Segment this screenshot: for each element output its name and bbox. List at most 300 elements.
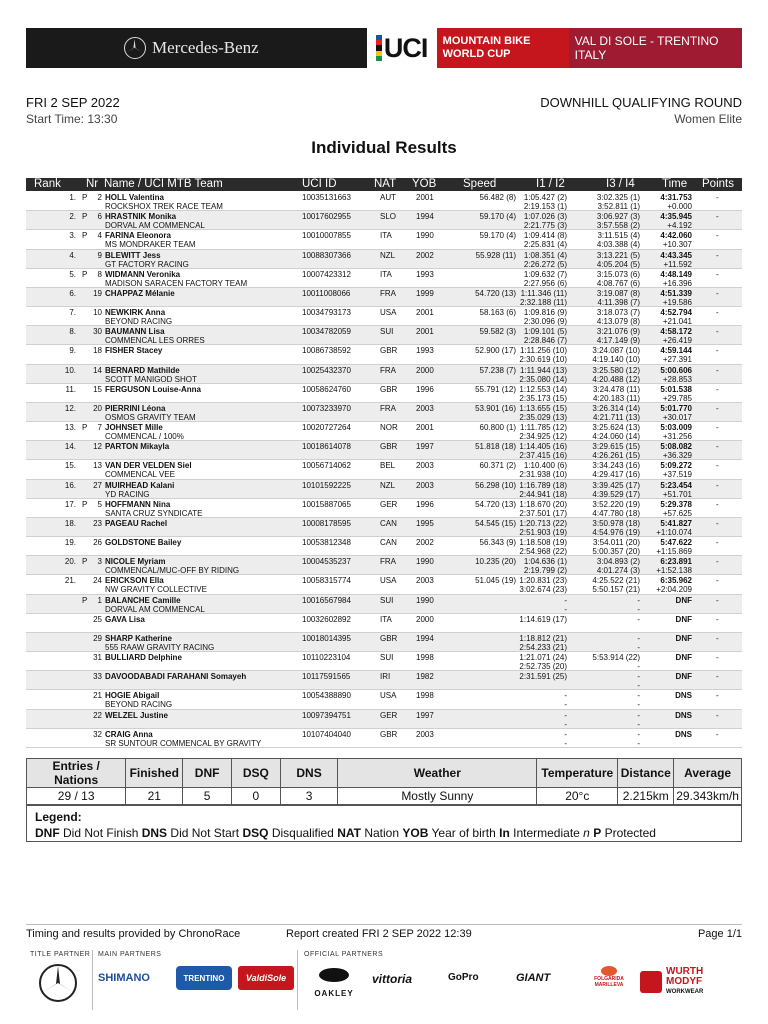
intermediate-2: 2:25.831 (4) <box>523 240 567 250</box>
intermediate-2: 3:02.674 (23) <box>519 585 567 595</box>
intermediate-2: - <box>564 604 567 614</box>
team-name: SANTA CRUZ SYNDICATE <box>105 508 203 518</box>
wurth-line-2: MODYF <box>666 976 703 987</box>
category-name: Women Elite <box>674 112 742 126</box>
rank-cell: 1. <box>69 193 76 202</box>
intermediate-3: - <box>637 710 640 720</box>
legend-text: Protected <box>604 826 656 840</box>
intermediate-1: 1:11.346 (11) <box>520 288 567 298</box>
protected-flag: P <box>82 499 88 509</box>
nation: SUI <box>380 595 394 605</box>
intermediate-2: 2:19.153 (1) <box>523 202 567 211</box>
bib-number: 5 <box>97 499 102 509</box>
legend-box <box>26 805 742 842</box>
points: - <box>716 576 719 586</box>
team-name: BEYOND RACING <box>105 317 173 327</box>
results-table <box>26 192 742 748</box>
intermediate-3: 3:18.073 (7) <box>596 308 640 318</box>
time-gap: +21.041 <box>662 317 692 327</box>
bib-number: 13 <box>93 461 102 471</box>
result-row <box>26 595 742 614</box>
year-of-birth: 2002 <box>416 250 434 260</box>
points: - <box>716 423 719 433</box>
col-yob: YOB <box>412 178 437 190</box>
result-row <box>26 480 742 499</box>
rider-name: CHAPPAZ Mélanie <box>105 288 175 298</box>
rider-name: BERNARD Mathilde <box>105 365 180 375</box>
rank-cell: 6. <box>69 288 76 298</box>
title-partner-label: TITLE PARTNER <box>30 951 91 958</box>
legend-text: Did Not Finish <box>63 826 139 840</box>
wurth-line-1: WURTH <box>666 966 704 977</box>
summary-value: 29.343km/h <box>674 788 742 805</box>
intermediate-3: 3:25.624 (13) <box>592 423 640 433</box>
finish-time: 4:59.144 <box>660 346 692 356</box>
time-gap: +1:52.138 <box>656 566 692 576</box>
intermediate-4: 5:50.157 (21) <box>592 585 640 595</box>
year-of-birth: 2003 <box>416 576 434 586</box>
rider-name: HRASTNIK Monika <box>105 212 177 222</box>
venue-line-1: VAL DI SOLE - TRENTINO <box>574 34 719 48</box>
finish-time: 6:35.962 <box>660 576 692 586</box>
time-gap: +27.391 <box>662 355 692 365</box>
gopro-logo: GoPro <box>448 972 479 983</box>
year-of-birth: 2001 <box>416 193 434 202</box>
nation: GER <box>380 499 398 509</box>
wurth-icon <box>640 971 662 993</box>
intermediate-3: 3:26.314 (14) <box>592 403 640 413</box>
rider-name: NICOLE Myriam <box>105 557 166 567</box>
intermediate-4: 5:00.357 (20) <box>592 547 640 557</box>
intermediate-3: 3:39.425 (17) <box>592 480 640 490</box>
points: - <box>716 384 719 394</box>
team-name: SR SUNTOUR COMMENCAL BY GRAVITY <box>105 738 262 748</box>
intermediate-4: 4:39.529 (17) <box>592 489 640 499</box>
rank-cell: 19. <box>64 538 76 548</box>
intermediate-3: - <box>637 595 640 605</box>
bib-number: 6 <box>97 212 102 222</box>
rank-cell: 11. <box>65 384 76 394</box>
sponsor-area <box>26 37 259 59</box>
bib-number: 26 <box>93 538 102 548</box>
col-time: Time <box>662 178 688 190</box>
finish-time: 4:35.945 <box>660 212 692 222</box>
intermediate-4: 4:17.149 (9) <box>596 336 640 346</box>
start-time: Start Time: 13:30 <box>26 112 118 126</box>
result-row <box>26 288 742 307</box>
intermediate-2: 2:34.925 (12) <box>519 432 567 442</box>
intermediate-4: 3:52.811 (1) <box>597 202 640 211</box>
bib-number: 32 <box>93 729 102 739</box>
nation: ITA <box>380 231 392 241</box>
oakley-logo <box>306 966 362 1004</box>
result-row <box>26 614 742 633</box>
time-gap: +28.853 <box>662 374 692 384</box>
intermediate-1: - <box>564 595 567 605</box>
time-gap: +10.307 <box>662 240 692 250</box>
year-of-birth: 1995 <box>416 518 434 528</box>
nation: NZL <box>380 480 396 490</box>
intermediate-1: 1:09.632 (7) <box>523 269 567 279</box>
team-name: DORVAL AM COMMENCAL <box>105 604 205 614</box>
result-row <box>26 269 742 288</box>
uci-id: 10035131663 <box>302 193 351 202</box>
finish-time: 5:08.082 <box>660 442 692 452</box>
result-row <box>26 250 742 269</box>
col-speed: Speed <box>463 178 497 190</box>
uci-id: 10058624760 <box>302 384 351 394</box>
uci-id: 10004535237 <box>302 557 351 567</box>
points: - <box>716 691 719 701</box>
rider-name: CRAIG Anna <box>105 729 153 739</box>
mercedes-logo-icon <box>38 963 78 1003</box>
intermediate-3: 3:21.076 (9) <box>596 327 640 337</box>
intermediate-1: - <box>564 710 567 720</box>
points: - <box>716 461 719 471</box>
bib-number: 23 <box>93 518 102 528</box>
bib-number: 8 <box>97 269 102 279</box>
intermediate-2: 2:30.096 (9) <box>523 317 567 327</box>
event-banner <box>26 28 742 68</box>
speed: 56.298 (10) <box>475 480 516 490</box>
intermediate-2: 2:54.233 (21) <box>519 642 567 652</box>
year-of-birth: 2003 <box>416 729 434 739</box>
summary-header: Weather <box>338 759 537 788</box>
intermediate-3: 3:50.978 (18) <box>592 518 640 528</box>
intermediate-4: - <box>637 681 640 691</box>
bib-number: 14 <box>93 365 102 375</box>
vittoria-logo: vittoria <box>372 972 413 986</box>
bib-number: 1 <box>97 595 102 605</box>
intermediate-3: - <box>637 614 640 624</box>
finish-time: 4:58.172 <box>660 327 692 337</box>
intermediate-4: 4:08.767 (6) <box>596 278 640 288</box>
legend-abbr: DNF <box>35 826 60 840</box>
team-name: BEYOND RACING <box>105 700 173 710</box>
bib-number: 4 <box>97 231 102 241</box>
col-uci-id: UCI ID <box>302 178 337 190</box>
finish-time: 4:42.060 <box>660 231 692 241</box>
speed: 51.045 (19) <box>475 576 516 586</box>
intermediate-2: 2:44.941 (18) <box>519 489 567 499</box>
nation: GBR <box>380 346 398 356</box>
intermediate-2: 2:19.799 (2) <box>523 566 567 576</box>
summary-value: Mostly Sunny <box>338 788 537 805</box>
intermediate-3: 3:02.325 (1) <box>596 193 640 202</box>
oakley-wordmark: OAKLEY <box>314 989 354 998</box>
summary-value: 3 <box>280 788 338 805</box>
rank-cell: 12. <box>64 403 76 413</box>
intermediate-3: 3:52.220 (19) <box>592 499 640 509</box>
result-row <box>26 345 742 364</box>
year-of-birth: 1998 <box>416 653 434 663</box>
intermediate-2: 2:31.938 (10) <box>519 470 567 480</box>
protected-flag: P <box>82 423 88 433</box>
year-of-birth: 2001 <box>416 327 434 337</box>
col-name: Name / UCI MTB Team <box>104 178 223 190</box>
rider-name: HOFFMANN Nina <box>105 499 171 509</box>
intermediate-3: 3:54.011 (20) <box>593 538 640 548</box>
nation: ITA <box>380 614 392 624</box>
rider-name: JOHNSET Mille <box>105 423 163 433</box>
year-of-birth: 2001 <box>416 423 434 433</box>
points: - <box>716 672 719 682</box>
nation: SUI <box>380 327 394 337</box>
bib-number: 12 <box>93 442 102 452</box>
points: - <box>716 365 719 375</box>
trentino-logo <box>176 966 232 990</box>
speed: 55.928 (11) <box>475 250 516 260</box>
result-row <box>26 192 742 211</box>
points: - <box>716 595 719 605</box>
result-row <box>26 671 742 690</box>
nation: SUI <box>380 653 394 663</box>
bib-number: 15 <box>93 384 102 394</box>
year-of-birth: 1997 <box>416 442 434 452</box>
intermediate-3: - <box>637 672 640 682</box>
bib-number: 7 <box>97 423 102 433</box>
summary-value: 2.215km <box>618 788 674 805</box>
team-name: COMMENCAL LES ORRES <box>105 336 205 346</box>
venue-line-2: ITALY <box>574 48 607 62</box>
summary-value: 0 <box>231 788 280 805</box>
intermediate-1: 1:12.553 (14) <box>519 384 567 394</box>
points: - <box>716 538 719 548</box>
bib-number: 31 <box>93 653 102 663</box>
col-rank: Rank <box>34 178 61 190</box>
intermediate-4: 4:20.488 (12) <box>592 374 640 384</box>
uci-id: 10008178595 <box>302 518 351 528</box>
col-i12: I1 / I2 <box>536 178 565 190</box>
timing-credit: Timing and results provided by ChronoRace <box>26 928 241 940</box>
legend-abbr: In <box>499 826 510 840</box>
time-gap: +16.396 <box>662 278 692 288</box>
nation: USA <box>380 691 397 701</box>
uci-id: 10053812348 <box>302 538 351 548</box>
intermediate-4: - <box>637 738 640 748</box>
nation: NZL <box>380 250 396 260</box>
rider-name: GAVA Lisa <box>105 614 145 624</box>
team-name: YD RACING <box>105 489 150 499</box>
rider-name: BAUMANN Lisa <box>105 327 165 337</box>
result-row <box>26 537 742 556</box>
col-points: Points <box>702 178 734 190</box>
intermediate-3: 3:04.893 (2) <box>596 557 640 567</box>
points: - <box>716 614 719 624</box>
points: - <box>716 193 719 202</box>
intermediate-2: - <box>564 700 567 710</box>
rider-name: DAVOODABADI FARAHANI Somayeh <box>105 672 247 682</box>
wurth-modyf-logo <box>640 964 742 1000</box>
main-partners-label: MAIN PARTNERS <box>98 951 162 958</box>
finish-time: 5:01.770 <box>660 403 692 413</box>
nation: GER <box>380 710 398 720</box>
rider-name: HOGIE Abigail <box>105 691 160 701</box>
intermediate-1: 1:11.944 (13) <box>520 365 567 375</box>
points: - <box>716 231 719 241</box>
rider-name: FARINA Eleonora <box>105 231 171 241</box>
uci-id: 10016567984 <box>302 595 351 605</box>
intermediate-4: 4:47.780 (18) <box>592 508 640 518</box>
uci-id: 10007423312 <box>302 269 351 279</box>
intermediate-2: 2:35.029 (13) <box>519 412 567 422</box>
uci-id: 10054388890 <box>302 691 351 701</box>
rider-name: FISHER Stacey <box>105 346 163 356</box>
uci-id: 10058315774 <box>302 576 351 586</box>
intermediate-1: 1:20.831 (23) <box>519 576 567 586</box>
intermediate-4: - <box>637 642 640 652</box>
intermediate-4: 4:19.140 (10) <box>592 355 640 365</box>
intermediate-4: - <box>637 700 640 710</box>
speed: 59.170 (4) <box>479 231 516 241</box>
time-gap: +11.592 <box>663 259 692 269</box>
intermediate-2: 2:37.501 (17) <box>519 508 567 518</box>
summary-header: DSQ <box>231 759 280 788</box>
shimano-logo: SHIMANO <box>98 972 150 984</box>
bib-number: 18 <box>93 346 102 356</box>
intermediate-4: 4:20.183 (11) <box>593 393 640 403</box>
speed: 59.170 (4) <box>479 212 516 222</box>
intermediate-2: 2:35.173 (15) <box>519 393 567 403</box>
uci-id: 10017602955 <box>302 212 351 222</box>
result-row <box>26 575 742 594</box>
year-of-birth: 2000 <box>416 614 434 624</box>
legend-abbr: YOB <box>402 826 429 840</box>
uci-id: 10018014395 <box>302 633 351 643</box>
protected-flag: P <box>82 193 88 202</box>
speed: 56.343 (9) <box>479 538 516 548</box>
intermediate-3: 5:53.914 (22) <box>592 653 640 663</box>
team-name: COMMENCAL / 100% <box>105 432 184 442</box>
intermediate-3: 3:11.515 (4) <box>597 231 640 241</box>
uci-id: 10088307366 <box>302 250 351 260</box>
intermediate-1: 1:10.400 (6) <box>523 461 567 471</box>
nation: SLO <box>380 212 397 222</box>
intermediate-2: 2:54.968 (22) <box>519 547 567 557</box>
year-of-birth: 2000 <box>416 365 434 375</box>
finish-time: DNS <box>675 691 692 701</box>
uci-wordmark: UCI <box>383 32 428 63</box>
venue-box <box>569 28 742 68</box>
year-of-birth: 1997 <box>416 710 434 720</box>
nation: FRA <box>380 288 396 298</box>
rank-cell: 8. <box>69 327 76 337</box>
marilleva-logo <box>580 966 638 994</box>
bib-number: 2 <box>97 193 102 202</box>
nation: FRA <box>380 365 396 375</box>
intermediate-4: 4:01.274 (3) <box>596 566 640 576</box>
legend-abbr: NAT <box>337 826 361 840</box>
points: - <box>716 480 719 490</box>
intermediate-1: 1:18.508 (19) <box>519 538 567 548</box>
uci-id: 10056714062 <box>302 461 351 471</box>
speed: 54.720 (13) <box>475 288 516 298</box>
intermediate-2: 2:32.188 (11) <box>520 297 567 307</box>
series-name <box>437 28 569 68</box>
year-of-birth: 2002 <box>416 538 434 548</box>
team-name: DORVAL AM COMMENCAL <box>105 221 205 231</box>
uci-id: 10011008066 <box>302 288 351 298</box>
finish-time: 5:29.378 <box>660 499 692 509</box>
finish-time: DNF <box>675 595 692 605</box>
document-title: Individual Results <box>311 138 457 157</box>
year-of-birth: 1993 <box>416 269 434 279</box>
intermediate-1: - <box>564 729 567 739</box>
intermediate-4: - <box>637 719 640 729</box>
intermediate-1: 1:14.619 (17) <box>519 614 567 624</box>
trentino-wordmark: TRENTINO <box>183 973 225 983</box>
nation: USA <box>380 308 397 318</box>
intermediate-1: 1:05.427 (2) <box>523 193 567 202</box>
speed: 59.582 (3) <box>479 327 516 337</box>
intermediate-2: 2:28.846 (7) <box>523 336 567 346</box>
points: - <box>716 212 719 222</box>
nation: GBR <box>380 384 398 394</box>
finish-time: DNF <box>675 672 692 682</box>
uci-id: 10117591565 <box>302 672 351 682</box>
summary-value: 5 <box>183 788 232 805</box>
bib-number: 33 <box>93 672 102 682</box>
nation: GBR <box>380 729 398 739</box>
bib-number: 22 <box>93 710 102 720</box>
nation: FRA <box>380 557 396 567</box>
uci-id: 10110223104 <box>302 653 351 663</box>
legend-text: Nation <box>364 826 400 840</box>
rank-cell: 5. <box>69 269 76 279</box>
valdisole-logo <box>238 966 294 990</box>
finish-time: 4:43.345 <box>660 250 692 260</box>
intermediate-2: 2:51.903 (19) <box>519 527 567 537</box>
finish-time: 5:09.272 <box>660 461 692 471</box>
rank-cell: 16. <box>64 480 76 490</box>
protected-flag: P <box>82 212 88 222</box>
legend-text: Year of birth <box>431 826 496 840</box>
uci-id: 10010007855 <box>302 231 351 241</box>
summary-header-row <box>27 759 742 788</box>
year-of-birth: 1999 <box>416 288 434 298</box>
speed: 55.791 (12) <box>475 384 516 394</box>
rank-cell: 14. <box>64 442 76 452</box>
uci-id: 10015887065 <box>302 499 351 509</box>
bib-number: 25 <box>93 614 102 624</box>
finish-time: 5:01.538 <box>660 384 692 394</box>
uci-id: 10034782059 <box>302 327 351 337</box>
intermediate-1: 1:09.816 (9) <box>523 308 567 318</box>
col-nat: NAT <box>374 178 397 190</box>
legend-abbr: DSQ <box>242 826 269 840</box>
result-row <box>26 460 742 479</box>
legend-text: Did Not Start <box>170 826 240 840</box>
speed: 54.720 (13) <box>475 499 516 509</box>
year-of-birth: 1994 <box>416 633 434 643</box>
intermediate-3: - <box>637 729 640 739</box>
year-of-birth: 1990 <box>416 231 434 241</box>
intermediate-4: 4:03.388 (4) <box>596 240 640 250</box>
year-of-birth: 1994 <box>416 212 434 222</box>
time-gap: +57.625 <box>662 508 692 518</box>
rank-cell: 9. <box>69 346 76 356</box>
summary-header: DNF <box>183 759 232 788</box>
finish-time: 4:52.794 <box>660 308 692 318</box>
protected-flag: P <box>82 557 88 567</box>
points: - <box>716 327 719 337</box>
rank-cell: 4. <box>69 250 76 260</box>
bib-number: 29 <box>93 633 102 643</box>
bib-number: 3 <box>97 557 102 567</box>
time-gap: +2:04.209 <box>656 585 692 595</box>
intermediate-1: 1:16.789 (18) <box>519 480 567 490</box>
uci-id: 10086738592 <box>302 346 351 356</box>
